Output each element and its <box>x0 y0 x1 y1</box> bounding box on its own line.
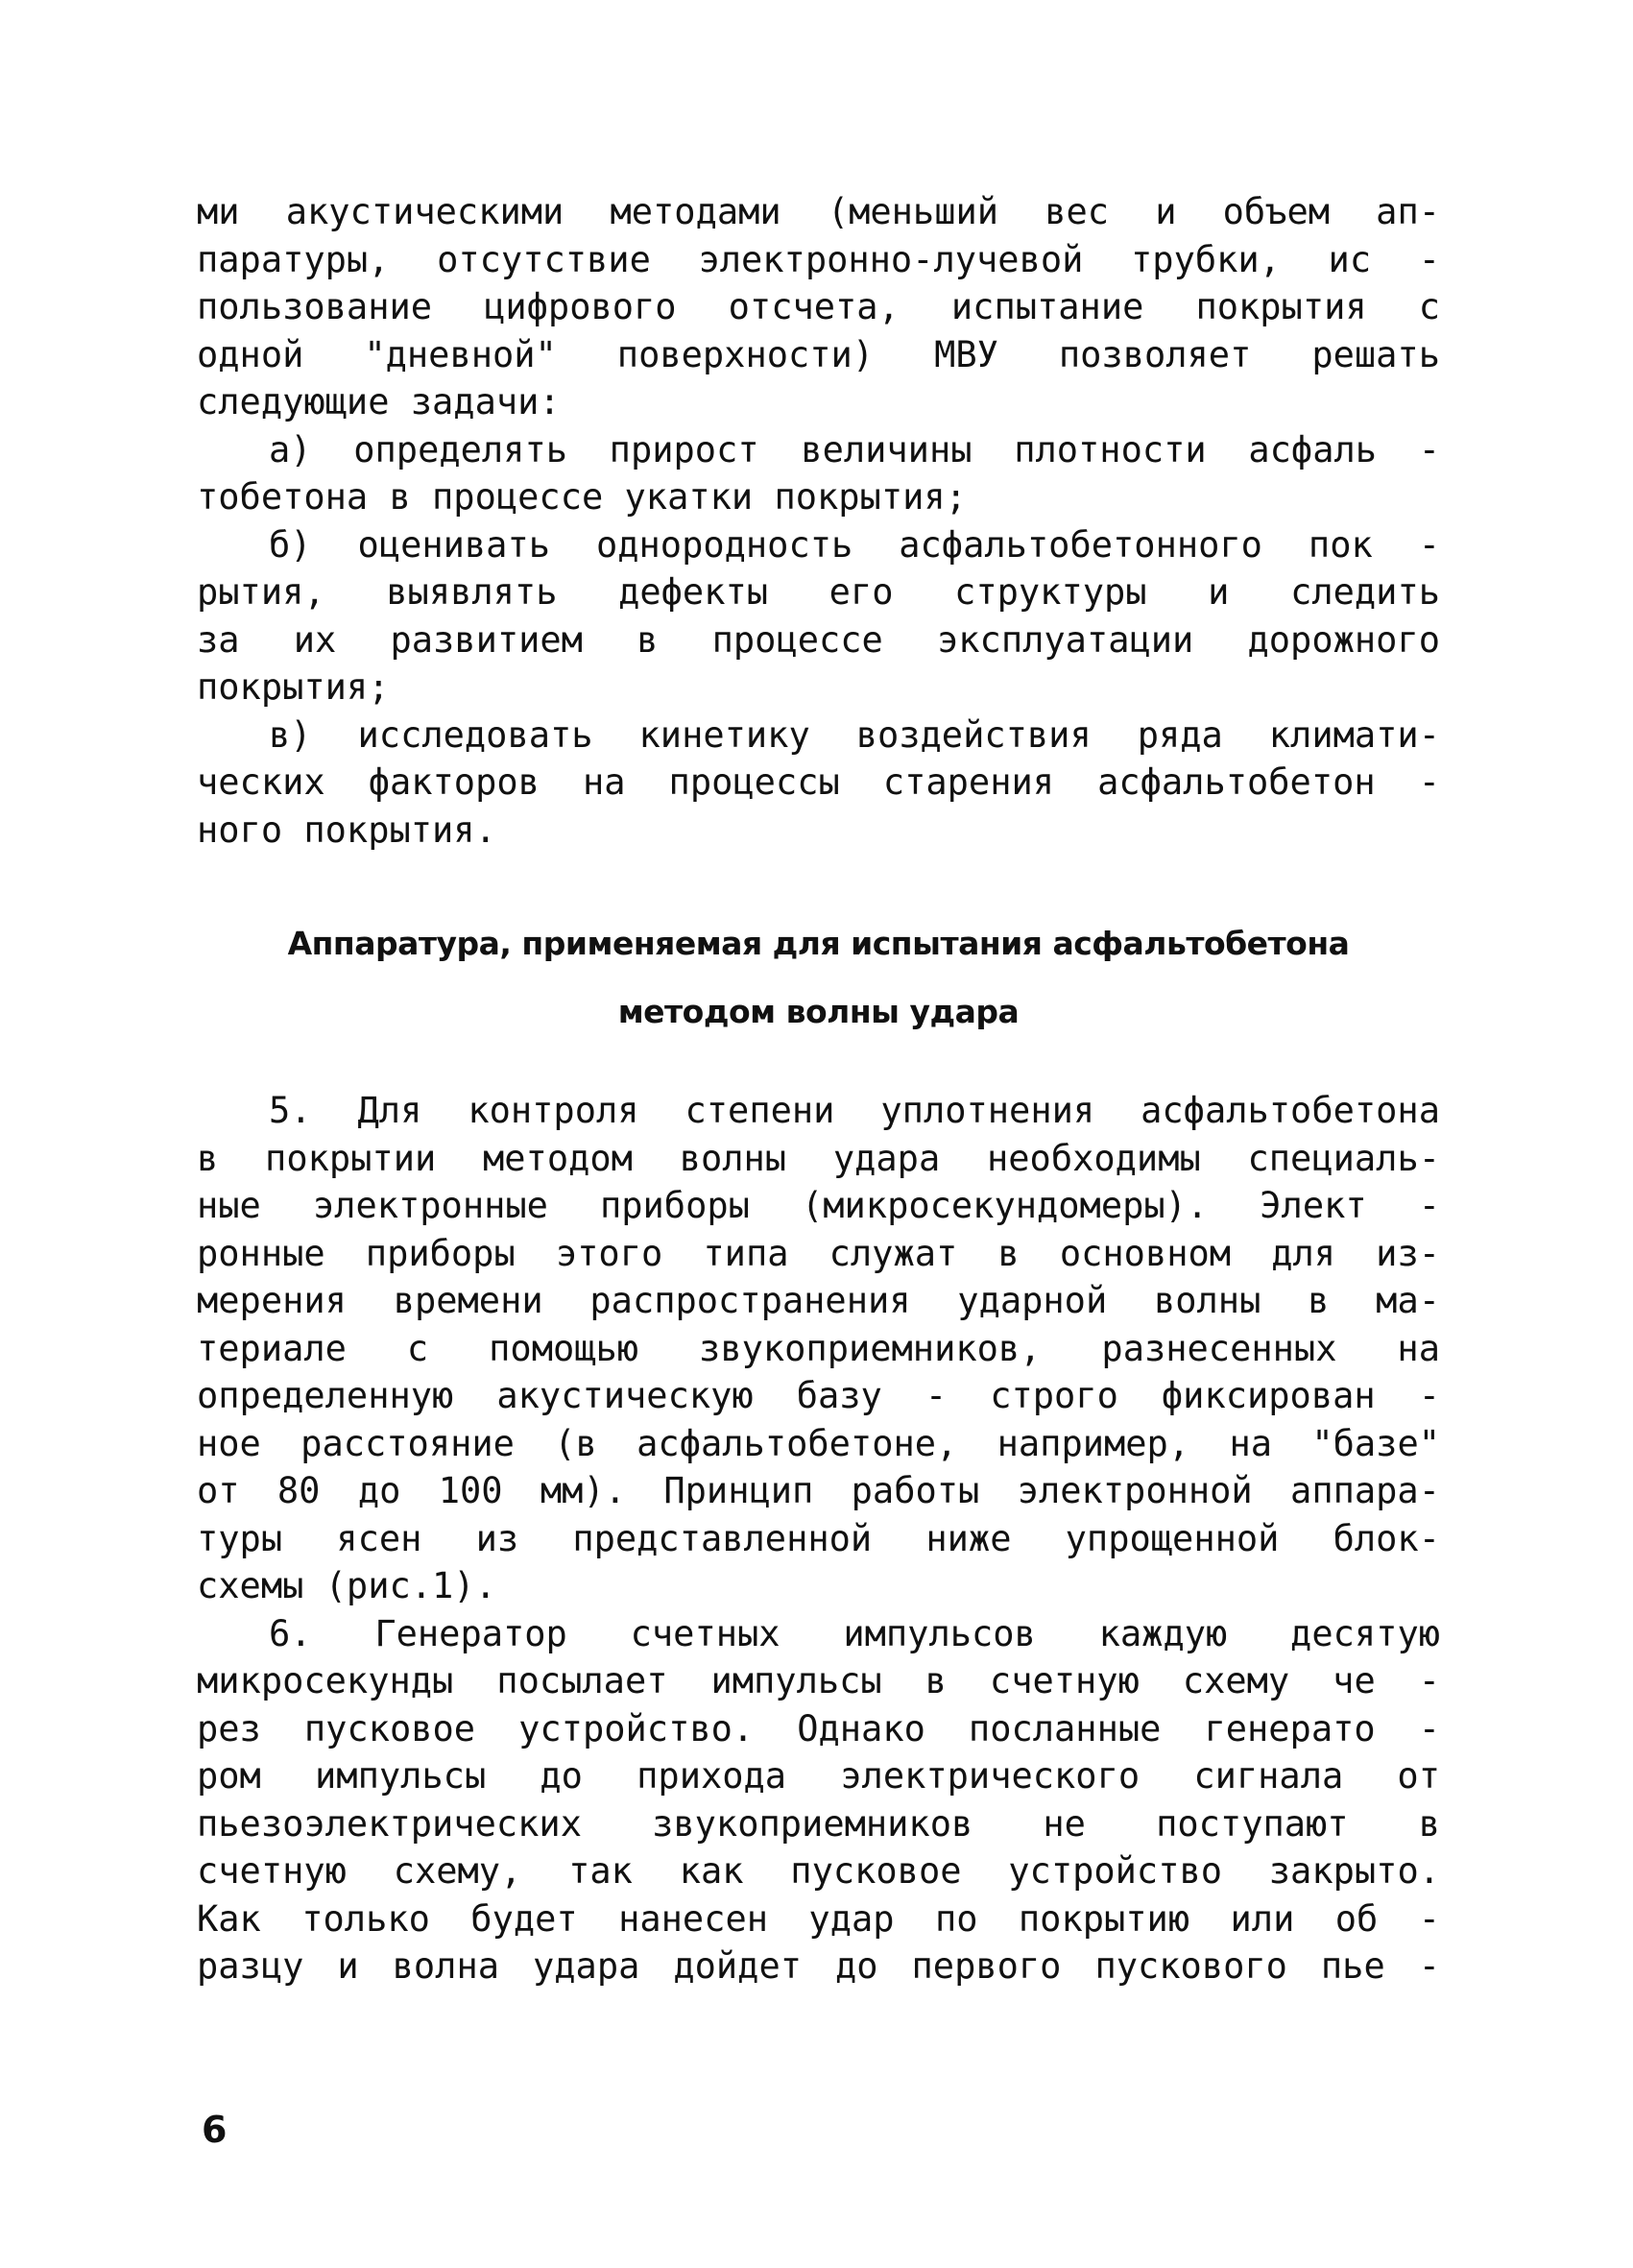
paragraph-6-line: микросекунды посылает импульсы в счетную схему че - <box>197 1660 1440 1701</box>
paragraph-5-line: схемы (рис.1). <box>197 1565 496 1606</box>
body-section <box>197 1087 1440 1991</box>
paragraph-6-line: 6. Генератор счетных импульсов каждую десятую <box>269 1612 1440 1654</box>
intro-section <box>197 188 1440 854</box>
task-b-line: покрытия; <box>197 666 390 708</box>
paragraph-5-line: ные электронные приборы (микросекундомеры). Элект - <box>197 1185 1440 1226</box>
section-heading: Аппаратура, применяемая для испытания асфальтобетона <box>287 925 1350 962</box>
paragraph-6-line: счетную схему, так как пусковое устройство закрыто. <box>197 1850 1440 1892</box>
paragraph-5-line: в покрытии методом волны удара необходимы специаль- <box>197 1137 1440 1179</box>
text-line: одной "дневной" поверхности) МВУ позволяет решать <box>197 333 1440 375</box>
task-c-line: ческих факторов на процессы старения асфальтобетон - <box>197 761 1440 803</box>
paragraph-5-line: туры ясен из представленной ниже упрощенной блок- <box>197 1517 1440 1559</box>
paragraph-5-line: 5. Для контроля степени уплотнения асфальтобетона <box>269 1090 1440 1131</box>
page-number: 6 <box>202 2109 228 2151</box>
paragraph-5-line: ное расстояние (в асфальтобетоне, например, на "базе" <box>197 1422 1440 1464</box>
paragraph-6-line: разцу и волна удара дойдет до первого пускового пье - <box>197 1945 1440 1987</box>
paragraph-5-line: ронные приборы этого типа служат в основном для из- <box>197 1232 1440 1274</box>
text-line: следующие задачи: <box>197 381 561 422</box>
task-a-line: а) определять прирост величины плотности асфаль - <box>269 428 1440 470</box>
paragraph-6-line: пьезоэлектрических звукоприемников не поступают в <box>197 1802 1440 1845</box>
paragraph-5-line: от 80 до 100 мм). Принцип работы электронной аппара- <box>197 1470 1440 1511</box>
task-b-line: рытия, выявлять дефекты его структуры и следить <box>197 571 1440 613</box>
text-line: пользование цифрового отсчета, испытание покрытия с <box>197 286 1440 327</box>
paragraph-5-line: мерения времени распространения ударной волны в ма- <box>197 1280 1440 1321</box>
paragraph-6-line: Как только будет нанесен удар по покрытию или об - <box>197 1897 1440 1940</box>
paragraph-5-line: определенную акустическую базу - строго фиксирован - <box>197 1375 1440 1416</box>
task-b-line: за их развитием в процессе эксплуатации дорожного <box>197 618 1440 661</box>
task-b-line: б) оценивать однородность асфальтобетонного пок - <box>269 523 1440 566</box>
text-line: ми акустическими методами (меньший вес и объем ап- <box>197 191 1440 232</box>
section-heading-line2: методом волны удара <box>617 993 1020 1030</box>
task-c-line: ного покрытия. <box>197 808 496 851</box>
task-c-line: в) исследовать кинетику воздействия ряда климати- <box>269 713 1440 756</box>
task-a-line: тобетона в процессе укатки покрытия; <box>197 476 967 518</box>
paragraph-6-line: ром импульсы до прихода электрического сигнала от <box>197 1755 1440 1797</box>
text-line: паратуры, отсутствие электронно-лучевой трубки, ис - <box>197 238 1440 280</box>
paragraph-6-line: рез пусковое устройство. Однако посланные генерато - <box>197 1707 1440 1749</box>
paragraph-5-line: териале с помощью звукоприемников, разнесенных на <box>197 1327 1440 1369</box>
